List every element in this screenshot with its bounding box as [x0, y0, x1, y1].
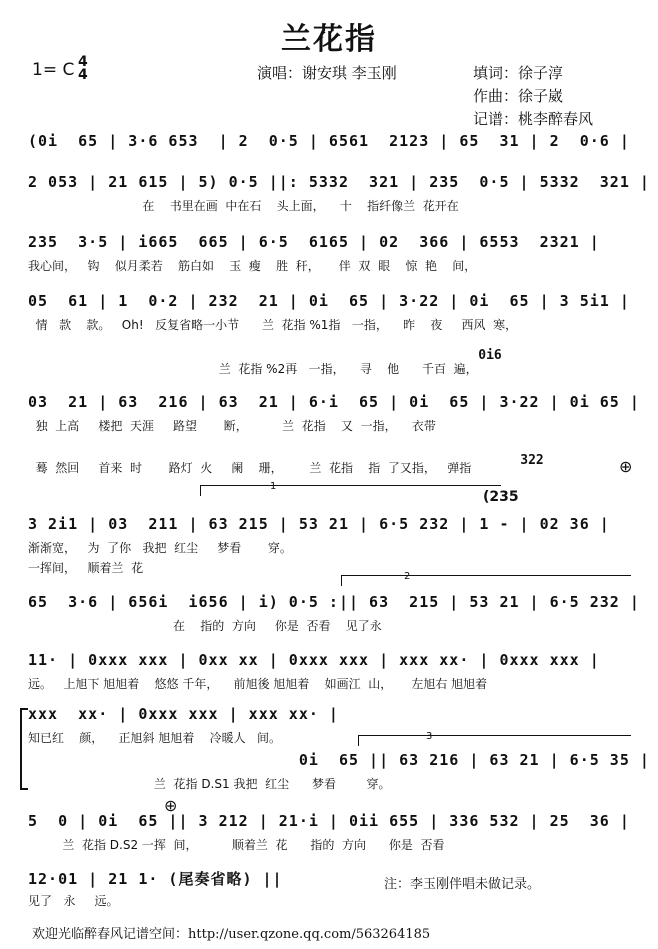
- notation: 12·01 | 21 1· (尾奏省略) ||: [28, 870, 283, 888]
- volta-number: 1: [270, 481, 277, 492]
- lyrics-line-1: 兰 花指 D.S1 我把 红尘 梦看 穿。: [28, 777, 391, 791]
- lyrics-line-1: 渐渐宽， 为 了你 我把 红尘 梦看 穿。: [28, 541, 292, 555]
- score-row-3: [28, 233, 630, 273]
- alt-notes: 0i6: [478, 348, 502, 363]
- notation: 3 2i1 | 03 211 | 63 215 | 53 21 | 6·5 232 | 1 - | 02 36 |: [28, 515, 610, 533]
- lyrics-line-1: 兰 花指 D.S2 一挥 间， 顺着兰 花 指的 方向 你是 否看: [28, 838, 445, 852]
- lyrics-line-1: 知已红 颜， 正旭斜 旭旭着 冷暖人 间。: [28, 731, 282, 745]
- key-signature: 1= C: [32, 60, 75, 80]
- time-signature-top: 4: [78, 54, 88, 70]
- notation: 0i 65 || 63 216 | 63 21 | 6·5 35 |: [28, 751, 650, 769]
- notation: 11· | 0xxx xxx | 0xx xx | 0xxx xxx | xxx xx· | 0xxx xxx |: [28, 651, 600, 669]
- volta-number: 3: [426, 731, 433, 742]
- alt-notes: 322: [520, 453, 544, 468]
- lyrics-line-1: 见了 永 远。: [28, 894, 119, 908]
- notation: 03 21 | 63 216 | 63 21 | 6·i 65 | 0i 65 | 3·22 | 0i 65 |: [28, 393, 640, 411]
- lead-in-notes: (235: [483, 489, 519, 505]
- lyrics-line-1: 我心间， 钩 似月柔若 筋白如 玉 瘦 胜 秆， 伴 双 眼 惊 艳 间，: [28, 259, 477, 273]
- volta-number: 2: [404, 571, 411, 582]
- volta-bracket-2: [341, 575, 631, 586]
- transcriber-credit: 记谱：桃李醉春风: [473, 110, 594, 128]
- time-signature: [78, 56, 88, 82]
- singers: 演唱：谢安琪 李玉刚: [257, 64, 397, 82]
- lyricist-credit: 填词：徐子淳: [473, 64, 564, 82]
- notation: 05 61 | 1 0·2 | 232 21 | 0i 65 | 3·22 | 0i 65 | 3 5i1 |: [28, 292, 630, 310]
- lyrics-line-1: 远。 上旭下 旭旭着 悠悠 千年， 前旭後 旭旭着 如画江 山， 左旭右 旭旭着: [28, 677, 488, 691]
- notation: (0i 65 | 3·6 653 | 2 0·5 | 6561 2123 | 65 31 | 2 0·6 |: [28, 132, 630, 150]
- notation: 5 0 | 0i 65 || 3 212 | 21·i | 0ii 655 | 336 532 | 25 36 |: [28, 812, 630, 830]
- notation: 235 3·5 | i665 665 | 6·5 6165 | 02 366 | 6553 2321 |: [28, 233, 600, 251]
- score-row-5: [28, 393, 640, 476]
- composer-credit: 作曲：徐子崴: [473, 87, 564, 105]
- repeat-bracket: [20, 708, 28, 790]
- score-row-6: [28, 481, 630, 575]
- lyrics-line-2: 蓦 然回 首来 时 路灯 火 阑 珊， 兰 花指 指 了又指， 弹指: [28, 461, 472, 475]
- lyrics-line-1: 在 书里在画 中在石 头上面， 十 指纤像兰 花开在: [28, 199, 459, 213]
- score-row-4: [28, 292, 630, 376]
- score-row-11: [28, 796, 630, 852]
- score-row-7: [28, 571, 640, 633]
- lyrics-line-1: 情 款 款。 Oh! 反复省略一小节 兰 花指 %1指 一指， 昨 夜 西风 寒，: [28, 318, 518, 332]
- song-title: 兰花指: [281, 22, 377, 57]
- volta-bracket-1: [200, 485, 501, 496]
- transcription-note: 注：李玉刚伴唱未做记录。: [384, 877, 541, 892]
- notation: 2 053 | 21 615 | 5) 0·5 ||: 5332 321 | 235 0·5 | 5332 321 |: [28, 173, 650, 191]
- lyrics-line-1: 在 指的 方向 你是 否看 见了永: [28, 619, 382, 633]
- lyrics-line-2: 一挥间， 顺着兰 花: [28, 561, 144, 575]
- notation: 65 3·6 | 656i i656 | i) 0·5 :|| 63 215 | 53 21 | 6·5 232 |: [28, 593, 640, 611]
- score-row-1: [28, 132, 630, 172]
- coda-sign: ⊕: [164, 796, 178, 815]
- footer-credit: 欢迎光临醉春风记谱空间：http://user.qzone.qq.com/563264185: [32, 927, 431, 942]
- volta-bracket-3: [358, 735, 631, 746]
- score-row-2: [28, 173, 650, 213]
- lyrics-line-1: 独 上高 楼把 天涯 路望 断， 兰 花指 又 一指， 衣带: [28, 419, 436, 433]
- coda-sign: ⊕: [619, 457, 633, 476]
- score-row-8: [28, 651, 630, 691]
- alt-notes-mark: [505, 439, 544, 482]
- time-signature-bottom: 4: [78, 67, 88, 83]
- notation: xxx xx· | 0xxx xxx | xxx xx· |: [28, 705, 339, 723]
- lyrics-line-2: 兰 花指 %2再 一指， 寻 他 千百 遍，: [28, 362, 478, 376]
